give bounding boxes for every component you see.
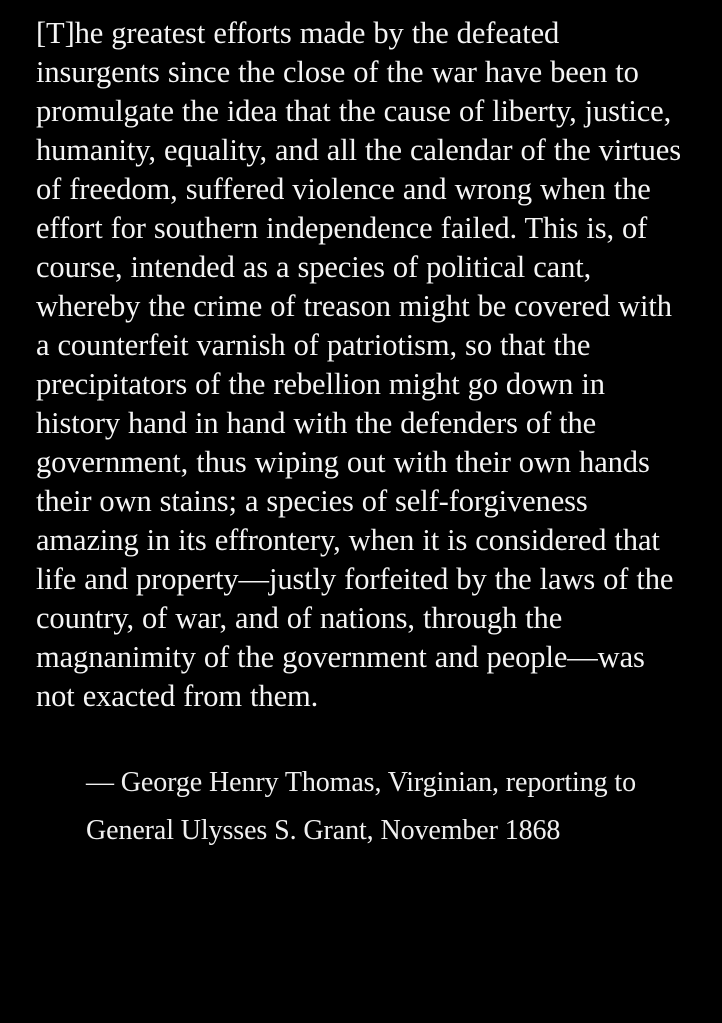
quote-attribution: — George Henry Thomas, Virginian, reporting to General Ulysses S. Grant, November 1868: [86, 767, 636, 846]
quote-text: [T]he greatest efforts made by the defeated insurgents since the close of the war have been to promulgate the idea that the cause of liberty, justice, humanity, equality, and all the calendar of the virtues of freedom, suffered violence and wrong when the effort for southern independence failed. This is, of course, intended as a species of political cant, whereby the crime of treason might be covered with a counterfeit varnish of patriotism, so that the precipitators of the rebellion might go down in history hand in hand with the defenders of the government, thus wiping out with their own hands their own stains; a species of self-forgiveness amazing in its effrontery, when it is considered that life and property—justly forfeited by the laws of the country, of war, and of nations, through the magnanimity of the government and people—was not exacted from them.: [36, 16, 681, 713]
